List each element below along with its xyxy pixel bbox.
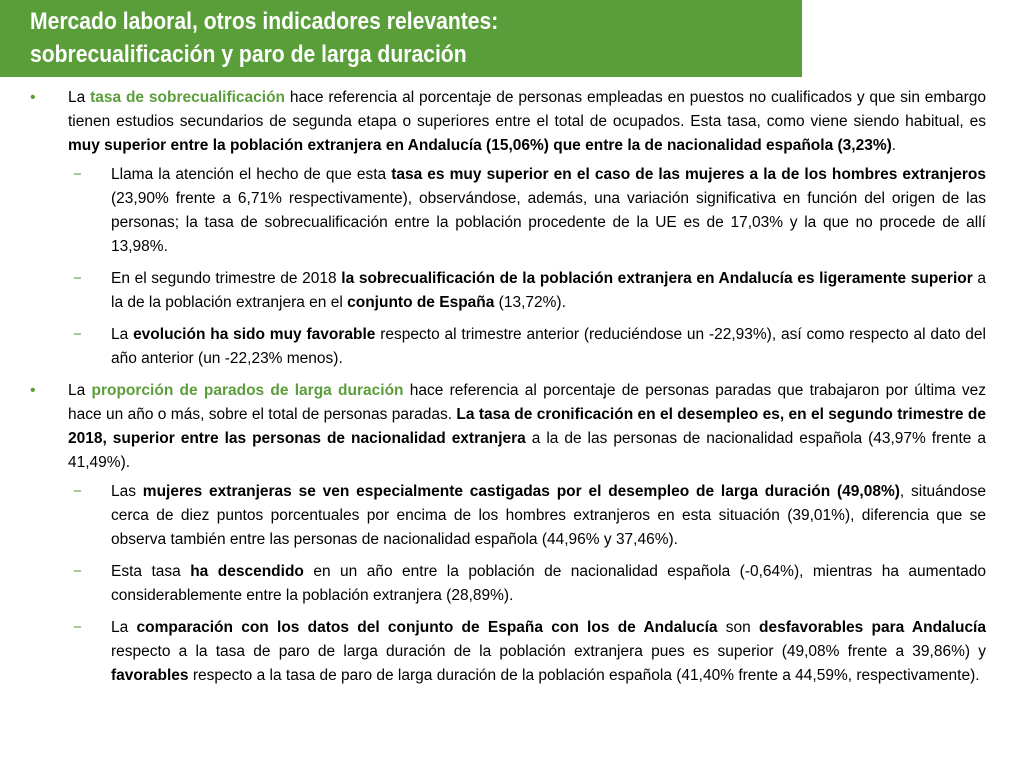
body-text: en un año entre la población de nacionalidad española (-0,64%), mientras ha aumentado considerablemente entre la población extranjera (28,89%). <box>111 563 986 604</box>
slide-header <box>0 0 802 77</box>
dash-marker: − <box>73 619 82 636</box>
bold-text: tasa es muy superior en el caso de las mujeres a la de los hombres extranjeros <box>391 166 987 183</box>
sub-bullet-paragraph <box>73 480 986 552</box>
body-text: , situándose cerca de diez puntos porcentuales por encima de los hombres extranjeros en esta situación (39,01%), diferencia que se observa también entre las personas de nacionalidad española (44,96% y 37,46%). <box>111 483 986 548</box>
body-text: Las <box>111 483 143 500</box>
body-text: a la de la población extranjera en el <box>111 270 986 311</box>
body-text: hace referencia al porcentaje de personas paradas que trabajaron por última vez hace un año o más, sobre el total de personas paradas. <box>68 382 986 423</box>
bold-text: mujeres extranjeras se ven especialmente castigadas por el desempleo de larga duración (49,08%) <box>142 483 900 500</box>
body-text: respecto a la tasa de paro de larga duración de la población extranjera pues es superior (49,08% frente a 39,86%) y <box>111 643 986 660</box>
bold-text: desfavorables para Andalucía <box>759 619 986 636</box>
sub-bullet-paragraph <box>73 560 986 608</box>
body-text: Llama la atención el hecho de que esta <box>111 166 392 183</box>
sub-bullet-paragraph <box>73 267 986 315</box>
bold-text: conjunto de España <box>347 294 495 311</box>
body-text: Esta tasa <box>111 563 191 580</box>
highlight-term: proporción de parados de larga duración <box>91 382 404 399</box>
bullet-paragraph <box>28 379 986 475</box>
dash-marker: − <box>73 270 82 287</box>
bold-text: La tasa de cronificación en el desempleo es, en el segundo trimestre de 2018, superior entre las personas de nacionalidad extranjera <box>68 406 987 447</box>
body-text: a la de las personas de nacionalidad española (43,97% frente a 41,49%). <box>68 430 986 471</box>
body-text: La <box>68 89 91 106</box>
body-text: hace referencia al porcentaje de personas empleadas en puestos no cualificados y que sin embargo tienen estudios secundarios de segunda etapa o superiores entre el total de ocupados. Esta tasa, como viene siendo habitual, es <box>68 89 986 130</box>
body-text: (23,90% frente a 6,71% respectivamente), observándose, además, una variación significativa en función del origen de las personas; la tasa de sobrecualificación entre la población procedente de la UE es de 17,03% y la que no procede de allí 13,98%. <box>111 190 986 255</box>
bullet-marker: • <box>30 89 36 106</box>
bold-text: comparación con los datos del conjunto de España con los de Andalucía <box>136 619 718 636</box>
dash-marker: − <box>73 563 82 580</box>
highlight-term: tasa de sobrecualificación <box>90 89 286 106</box>
bullet-marker: • <box>30 382 36 399</box>
bullet-paragraph <box>28 86 986 158</box>
sub-bullet-paragraph <box>73 323 986 371</box>
bold-text: evolución ha sido muy favorable <box>133 326 376 343</box>
body-text: . <box>891 137 897 154</box>
dash-marker: − <box>73 483 82 500</box>
body-text: respecto al trimestre anterior (reduciéndose un -22,93%), así como respecto al dato del año anterior (un -22,23% menos). <box>111 326 986 367</box>
bold-text: la sobrecualificación de la población extranjera en Andalucía es ligeramente superior <box>341 270 973 287</box>
bold-text: ha descendido <box>190 563 304 580</box>
body-text: En el segundo trimestre de 2018 <box>111 270 342 287</box>
slide-title-line-2: sobrecualificación y paro de larga duración <box>30 41 467 68</box>
body-text: (13,72%). <box>494 294 566 311</box>
dash-marker: − <box>73 166 82 183</box>
slide-body <box>28 86 986 696</box>
body-text: son <box>717 619 760 636</box>
bold-text: muy superior entre la población extranjera en Andalucía (15,06%) que entre la de nacionalidad española (3,23%) <box>68 137 892 154</box>
slide-title-line-1: Mercado laboral, otros indicadores relevantes: <box>30 8 499 35</box>
sub-bullet-paragraph <box>73 163 987 259</box>
body-text: respecto a la tasa de paro de larga duración de la población española (41,40% frente a 44,59%, respectivamente). <box>188 667 980 684</box>
sub-bullet-paragraph <box>73 616 986 688</box>
body-text: La <box>111 326 134 343</box>
body-text: La <box>111 619 137 636</box>
dash-marker: − <box>73 326 82 343</box>
body-text: La <box>68 382 92 399</box>
bold-text: favorables <box>111 667 189 684</box>
